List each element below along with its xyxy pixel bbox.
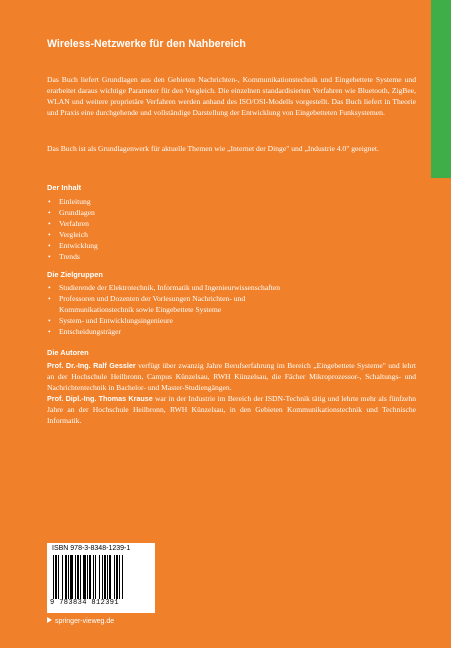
barcode-bar (102, 555, 103, 599)
barcode-bar (107, 555, 108, 599)
barcode-bar (83, 555, 86, 599)
barcode-bar (55, 555, 57, 599)
barcode-bar (68, 555, 69, 599)
list-item: • Einleitung (47, 196, 98, 207)
barcode-bar (99, 555, 100, 599)
barcode-digits: 9 783834 812391 (50, 599, 120, 607)
barcode-bar (95, 555, 96, 599)
barcode-bar (104, 555, 106, 599)
barcode-bar (77, 555, 79, 599)
list-item: • Verfahren (47, 218, 98, 229)
book-title: Wireless-Netzwerke für den Nahbereich (47, 38, 246, 50)
barcode-bar (93, 555, 94, 599)
barcode-bar (62, 555, 63, 599)
barcode-bar (65, 555, 67, 599)
barcode-bar (58, 555, 59, 599)
publisher-url (47, 617, 114, 625)
author-1-text: verfügt über zwanzig Jahre Berufserfahrung im Bereich „Eingebettete Systeme" und lehrt an der Hochschule Heilbronn, Campus Künzelsau, RWH Künzelsau, die Fächer Mikroprozessor-, Schaltungs- und Nachrichtentechnik in Bachelor- und Master-Studiengängen. (47, 361, 416, 393)
barcode-bar (116, 555, 118, 599)
description-paragraph-1: Das Buch liefert Grundlagen aus den Gebieten Nachrichten-, Kommunikationstechnik und Eingebettete Systeme und erarbeitet daraus wichtige Parameter für den Vergleich. Die einzelnen standardisierten Verfahren wie Bluetooth, ZigBee, WLAN und weitere proprietäre Verfahren werden anhand des ISO/OSI-Modells vorgestellt. Das Buch liefert in Theorie und Praxis eine durchgehende und vollständige Darstellung der Entwicklung von Eingebetteten Funksystemen. (47, 75, 416, 118)
list-item: • Grundlagen (47, 207, 98, 218)
author-2-text: war in der Industrie im Bereich der ISDN-Technik tätig und lehrte mehr als fünfzehn Jahre an der Hochschule Heilbronn, RWH Künzelsau, in den Gebieten Kommunikationstechnik und Technische Informatik. (47, 394, 417, 426)
author-2-name: Prof. Dipl.-Ing. Thomas Krause (47, 394, 153, 404)
barcode-bar (53, 555, 54, 599)
barcode-bar (109, 555, 111, 599)
barcode-bar (70, 555, 73, 599)
barcode-bars (53, 555, 150, 599)
barcode-bar (80, 555, 81, 599)
barcode-bar (89, 555, 91, 599)
list-item: • Trends (47, 251, 98, 262)
isbn-label: ISBN 978-3-8348-1239-1 (52, 545, 131, 552)
author-2-bio (47, 393, 416, 426)
arrow-right-icon (47, 617, 52, 623)
autoren-heading: Die Autoren (47, 348, 89, 357)
barcode-bar (75, 555, 76, 599)
list-item: • Studierende der Elektrotechnik, Informatik und Ingenieurwissenschaften (47, 282, 304, 293)
barcode-box (47, 543, 155, 613)
zielgruppen-heading: Die Zielgruppen (47, 270, 103, 279)
description-paragraph-2: Das Buch ist als Grundlagenwerk für aktuelle Themen wie „Internet der Dinge" und „Industrie 4.0" geeignet. (47, 144, 379, 153)
barcode-bar (119, 555, 120, 599)
barcode-bar (122, 555, 123, 599)
list-item: • System- und Entwicklungsingenieure (47, 315, 304, 326)
list-item: • Entwicklung (47, 240, 98, 251)
inhalt-list (47, 196, 98, 263)
publisher-url-text: springer-vieweg.de (55, 618, 115, 625)
author-1-bio (47, 360, 416, 393)
author-1-name: Prof. Dr.-Ing. Ralf Gessler (47, 361, 136, 370)
list-item: • Vergleich (47, 229, 98, 240)
zielgruppen-list (47, 282, 304, 337)
list-item: • Entscheidungsträger (47, 326, 304, 337)
green-accent-strip (431, 0, 451, 178)
authors-section (47, 360, 416, 427)
list-item: • Professoren und Dozenten der Vorlesungen Nachrichten- und Kommunikationstechnik sowie Eingebettete Systeme (47, 293, 304, 315)
inhalt-heading: Der Inhalt (47, 183, 82, 192)
barcode-bar (87, 555, 88, 599)
barcode-bar (114, 555, 115, 599)
